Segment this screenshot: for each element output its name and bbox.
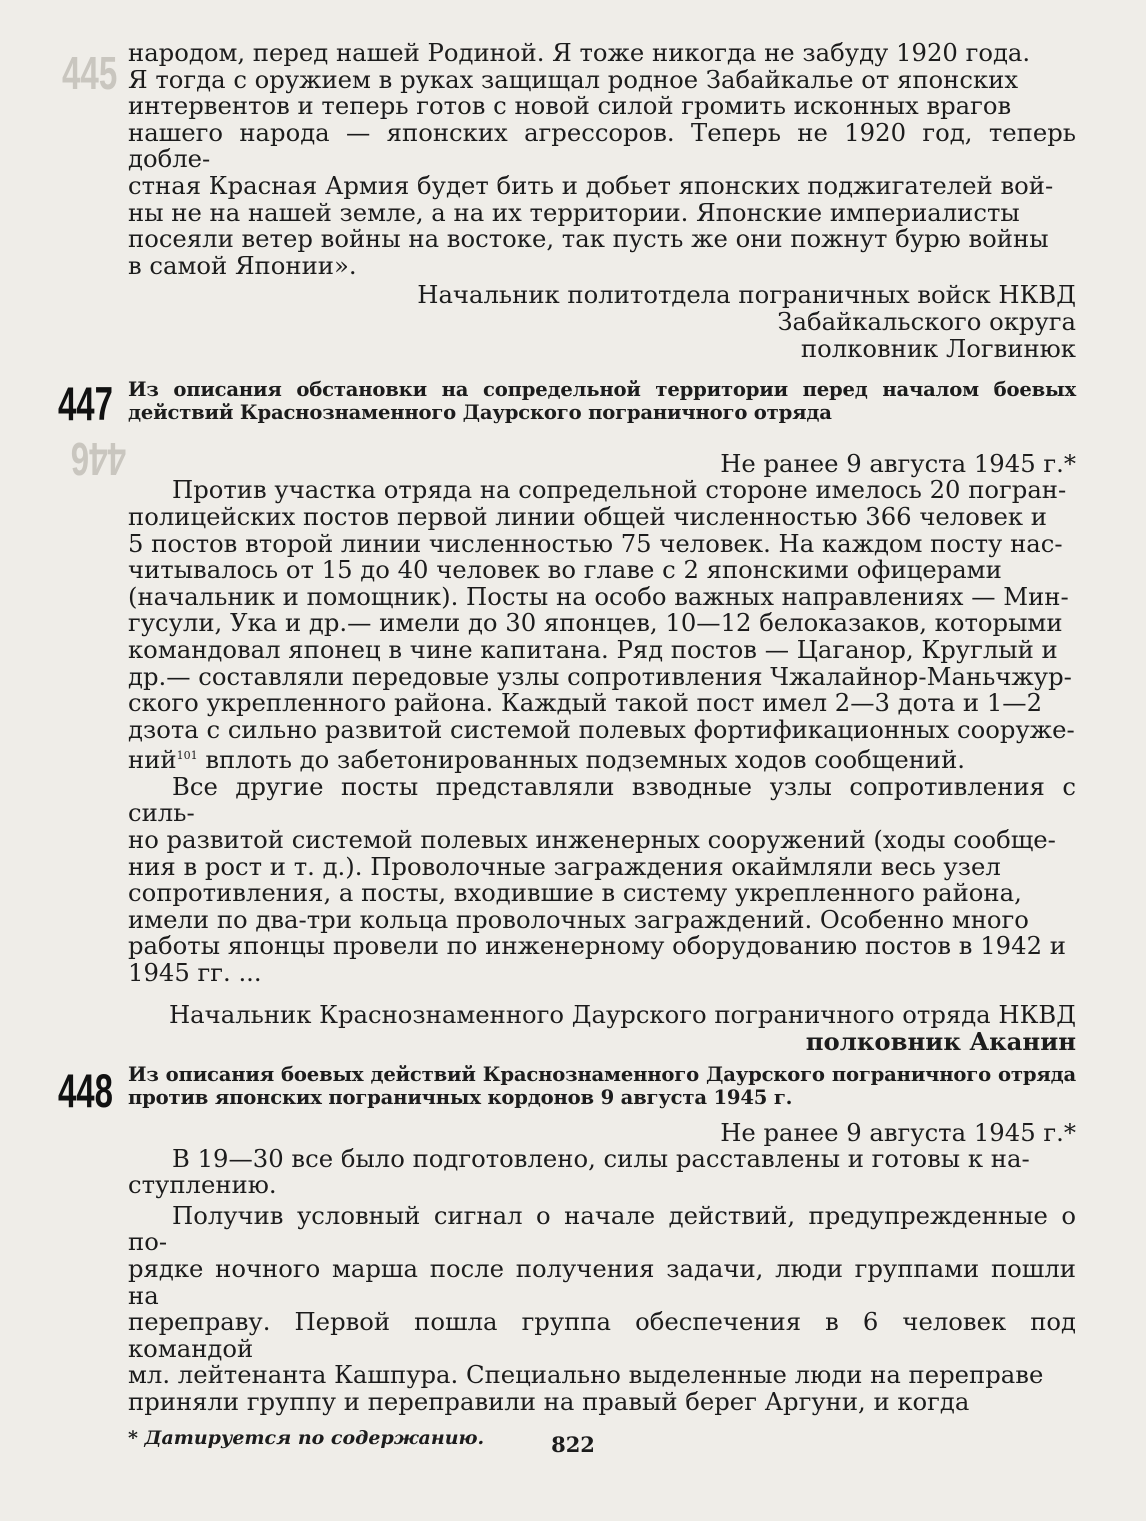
bleed-through-number: 446 xyxy=(70,433,127,485)
text-line: народом, перед нашей Родиной. Я тоже никогда не забуду 1920 года. xyxy=(128,38,1031,67)
text-line: но развитой системой полевых инженерных сооружений (ходы сообще- xyxy=(128,825,1056,855)
text-fragment: вплоть до забетонированных подземных ходов сообщений. xyxy=(197,745,966,775)
document-number: 447 xyxy=(58,377,113,431)
signature-line: Начальник Краснознаменного Даурского пограничного отряда НКВД xyxy=(168,999,1076,1029)
document-date: Не ранее 9 августа 1945 г.* xyxy=(720,449,1076,479)
doc-447-signature xyxy=(128,1001,1076,1055)
page-number: 822 xyxy=(551,1432,595,1457)
text-line: в самой Японии». xyxy=(128,250,357,280)
bleed-through-number: 445 xyxy=(62,47,118,99)
text-line: посеяли ветер войны на востоке, так пусть же они пожнут бурю войны xyxy=(128,224,1049,254)
text-line: Все другие посты представляли взводные узлы сопротивления с силь- xyxy=(128,771,1076,828)
text-line: приняли группу и переправили на правый берег Аргуни, и когда xyxy=(128,1386,970,1416)
doc-447-paragraph-1 xyxy=(128,477,1076,774)
signature-line: Начальник политотдела пограничных войск НКВД xyxy=(417,280,1076,310)
text-line: дзота с сильно развитой системой полевых фортификационных сооруже- xyxy=(128,714,1075,744)
text-line: полицейских постов первой линии общей численностью 366 человек и xyxy=(128,501,1047,531)
doc-447-paragraph-2 xyxy=(128,771,1076,988)
doc-448-header xyxy=(58,1062,1076,1117)
document-heading: Из описания обстановки на сопредельной территории перед началом боевых действий Краснознаменного Даурского пограничного отряда xyxy=(128,378,1076,425)
doc-445-paragraph xyxy=(128,40,1076,279)
footnote-reference: 101 xyxy=(176,749,198,763)
text-line: Получив условный сигнал о начале действий, предупрежденные о по- xyxy=(128,1200,1076,1257)
text-line: читывалось от 15 до 40 человек во главе с 2 японскими офицерами xyxy=(128,555,1002,585)
doc-445-signature xyxy=(128,281,1076,362)
text-line: имели по два-три кольца проволочных заграждений. Особенно много xyxy=(128,904,1029,934)
doc-447-header xyxy=(58,377,1076,431)
text-line: рядке ночного марша после получения задачи, люди группами пошли на xyxy=(128,1254,1076,1310)
text-line: В 19—30 все было подготовлено, силы расставлены и готовы к на- xyxy=(172,1143,1030,1173)
text-line: др.— составляли передовые узлы сопротивления Чжалайнор-Маньчжур- xyxy=(128,661,1072,691)
text-line xyxy=(128,743,1076,774)
text-line: сопротивления, а посты, входившие в систему укрепленного района, xyxy=(128,878,1022,908)
text-line: интервентов и теперь готов с новой силой громить исконных врагов xyxy=(128,91,1012,121)
document-number: 448 xyxy=(58,1063,113,1117)
signature-line: полковник Логвинюк xyxy=(800,334,1076,364)
text-line: 1945 гг. ... xyxy=(128,958,262,988)
doc-448-paragraph-2 xyxy=(128,1200,1076,1416)
text-line: командовал японец в чине капитана. Ряд постов — Цаганор, Круглый и xyxy=(128,634,1058,664)
text-line: ния в рост и т. д.). Проволочные заграждения окаймляли весь узел xyxy=(128,851,1001,881)
text-line: Против участка отряда на сопредельной стороне имелось 20 погран- xyxy=(172,475,1067,505)
text-line: переправу. Первой пошла группа обеспечения в 6 человек под командой xyxy=(128,1307,1076,1363)
text-line: ского укрепленного района. Каждый такой пост имел 2—3 дота и 1—2 xyxy=(128,688,1043,718)
document-date: Не ранее 9 августа 1945 г.* xyxy=(720,1117,1076,1147)
text-line: Я тогда с оружием в руках защищал родное Забайкалье от японских xyxy=(128,64,1019,94)
signature-line: полковник Аканин xyxy=(805,1026,1076,1056)
text-line: 5 постов второй линии численностью 75 человек. На каждом посту нас- xyxy=(128,528,1063,558)
signature-line: Забайкальского округа xyxy=(777,307,1076,337)
text-line: гусули, Ука и др.— имели до 30 японцев, 10—12 белоказаков, которыми xyxy=(128,608,1063,638)
doc-448-paragraph-1 xyxy=(128,1143,1076,1200)
document-heading: Из описания боевых действий Краснознаменного Даурского пограничного отряда против японских пограничных кордонов 9 августа 1945 г. xyxy=(128,1062,1076,1109)
text-line: стная Красная Армия будет бить и добьет японских поджигателей вой- xyxy=(128,170,1054,200)
text-fragment: ний xyxy=(128,745,177,775)
text-line: мл. лейтенанта Кашпура. Специально выделенные люди на переправе xyxy=(128,1360,1044,1390)
text-line: ны не на нашей земле, а на их территории. Японские империалисты xyxy=(128,197,1020,227)
footnote: * Датируется по содержанию. xyxy=(128,1426,485,1449)
text-line: (начальник и помощник). Посты на особо важных направлениях — Мин- xyxy=(128,581,1069,611)
text-line: работы японцы провели по инженерному оборудованию постов в 1942 и xyxy=(128,931,1066,961)
text-line: нашего народа — японских агрессоров. Теперь не 1920 год, теперь добле- xyxy=(128,117,1076,174)
text-line: ступлению. xyxy=(128,1170,277,1200)
